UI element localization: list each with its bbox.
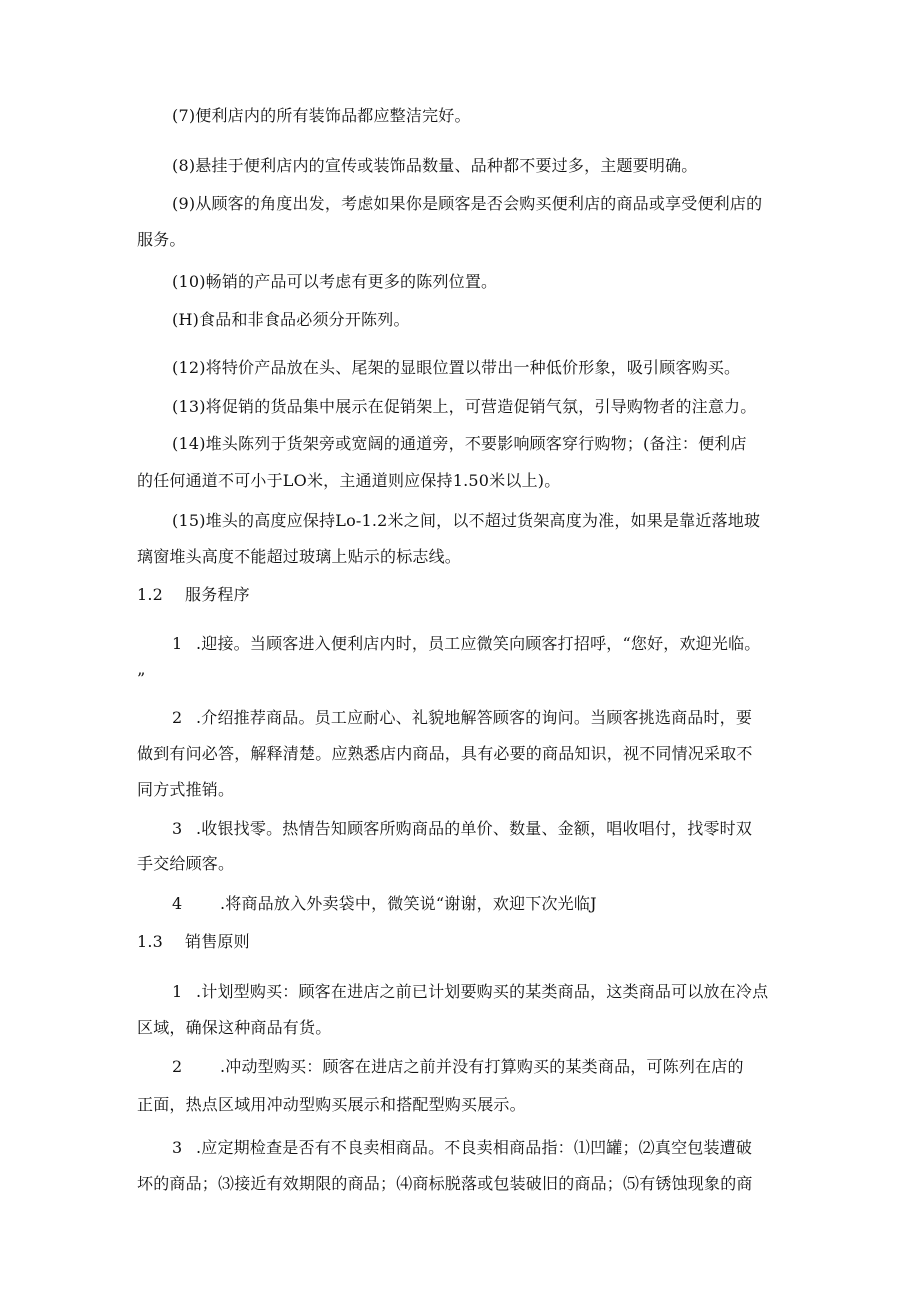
paragraph-10: (10)畅销的产品可以考虑有更多的陈列位置。 [172, 272, 498, 291]
paragraph-8: (8)悬挂于便利店内的宣传或装饰品数量、品种都不要过多，主题要明确。 [172, 156, 698, 175]
item-number: 4 [172, 894, 183, 913]
section-title: 销售原则 [185, 932, 250, 951]
list-item [172, 1137, 822, 1159]
list-item-continuation: 正面，热点区域用冲动型购买展示和搭配型购买展示。 [137, 1095, 526, 1114]
paragraph-14-line-1: (14)堆头陈列于货架旁或宽阔的通道旁，不要影响顾客穿行购物；(备注：便利店 [172, 434, 747, 453]
item-number: 1 [172, 982, 183, 1001]
paragraph-15-line-1: (15)堆头的高度应保持Lo-1.2米之间，以不超过货架高度为准，如果是靠近落地玻 [172, 511, 761, 530]
list-item-continuation: 做到有问必答，解释清楚。应熟悉店内商品，具有必要的商品知识，视不同情况采取不 [137, 744, 753, 763]
list-item-continuation: ” [137, 669, 146, 688]
list-item [172, 1056, 822, 1078]
item-number: 3 [172, 1138, 183, 1157]
item-text: .介绍推荐商品。员工应耐心、礼貌地解答顾客的询问。当顾客挑选商品时，要 [196, 708, 753, 727]
section-heading-1-2 [137, 584, 787, 606]
item-text: .计划型购买：顾客在进店之前已计划要购买的某类商品，这类商品可以放在冷点 [196, 982, 769, 1001]
item-number: 3 [172, 819, 183, 838]
item-number: 1 [172, 634, 183, 653]
section-title: 服务程序 [185, 585, 250, 604]
paragraph-13: (13)将促销的货品集中展示在促销架上，可营造促销气氛，引导购物者的注意力。 [172, 397, 757, 416]
list-item-continuation: 区域，确保这种商品有货。 [137, 1018, 332, 1037]
item-text: .应定期检查是否有不良卖相商品。不良卖相商品指：⑴凹罐；⑵真空包装遭破 [196, 1138, 753, 1157]
item-number: 2 [172, 708, 183, 727]
paragraph-11: (H)食品和非食品必须分开陈列。 [172, 310, 410, 329]
paragraph-14-line-2: 的任何通道不可小于LO米，主通道则应保持1.50米以上)。 [137, 471, 561, 490]
paragraph-9-line-1: (9)从顾客的角度出发，考虑如果你是顾客是否会购买便利店的商品或享受便利店的 [172, 194, 763, 213]
section-number: 1.2 [137, 585, 164, 604]
list-item [172, 633, 822, 655]
item-number: 2 [172, 1057, 183, 1076]
item-text: .冲动型购买：顾客在进店之前并没有打算购买的某类商品，可陈列在店的 [220, 1057, 744, 1076]
section-heading-1-3 [137, 931, 787, 953]
item-text: .收银找零。热情告知顾客所购商品的单价、数量、金额，唱收唱付，找零时双 [196, 819, 753, 838]
list-item-continuation: 坏的商品；⑶接近有效期限的商品；⑷商标脱落或包装破旧的商品；⑸有锈蚀现象的商 [137, 1174, 753, 1193]
paragraph-12: (12)将特价产品放在头、尾架的显眼位置以带出一种低价形象，吸引顾客购买。 [172, 358, 741, 377]
paragraph-7: (7)便利店内的所有装饰品都应整洁完好。 [172, 106, 471, 125]
paragraph-9-line-2: 服务。 [137, 230, 186, 249]
list-item [172, 818, 822, 840]
item-text: .迎接。当顾客进入便利店内时，员工应微笑向顾客打招呼，“您好，欢迎光临。 [196, 634, 761, 653]
list-item [172, 707, 822, 729]
list-item [172, 981, 822, 1003]
list-item-continuation: 同方式推销。 [137, 780, 235, 799]
list-item [172, 893, 822, 915]
item-text: .将商品放入外卖袋中，微笑说“谢谢，欢迎下次光临J [220, 894, 597, 913]
section-number: 1.3 [137, 932, 164, 951]
paragraph-15-line-2: 璃窗堆头高度不能超过玻璃上贴示的标志线。 [137, 547, 462, 566]
list-item-continuation: 手交给顾客。 [137, 854, 235, 873]
